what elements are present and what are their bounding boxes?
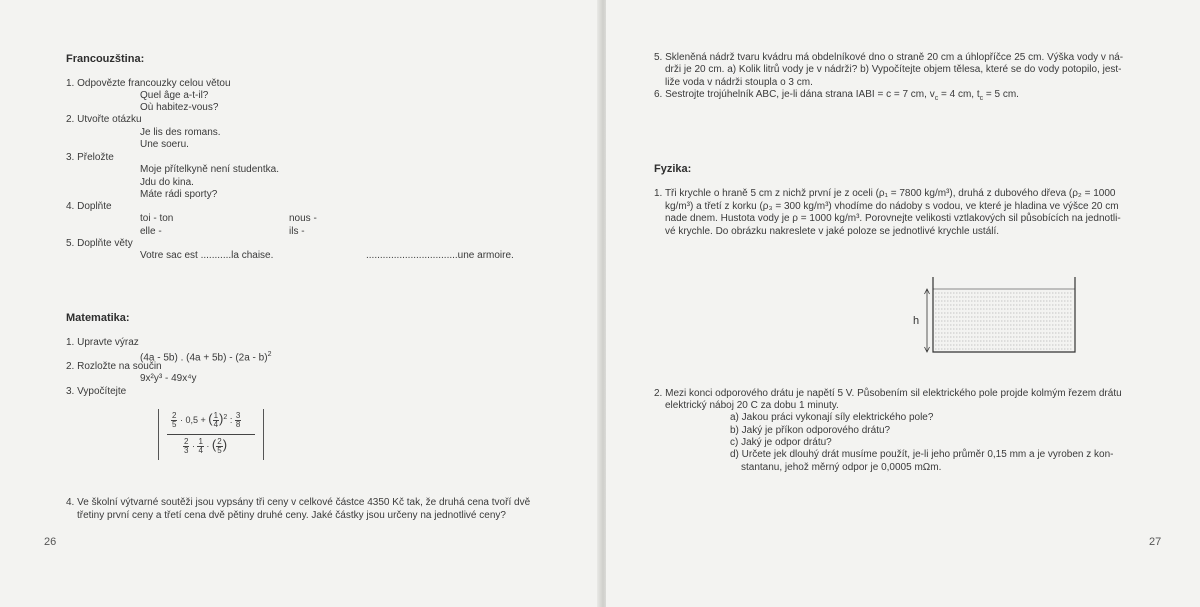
math-q4-line2: třetiny první ceny a třetí cena dvě pětiny druhé ceny. Jaké částky jsou určeny na jednotlivé ceny?	[77, 510, 506, 521]
french-q5-a: Votre sac est ...........la chaise.	[140, 250, 274, 261]
physics-q1-line3: nade dnem. Hustota vody je ρ = 1000 kg/m³. Porovnejte velikosti vztlakových sil působících na jednotli-	[665, 213, 1121, 224]
physics-q1-line2: kg/m³) a třetí z korku (ρ₃ = 300 kg/m³) vhodíme do nádoby s vodou, ve které je hladina ve výšce 20 cm	[665, 201, 1119, 212]
compound-denominator: $\frac{2}{3}$ · $\frac{1}{4}$ · ( $\frac{2}{5}$ )	[184, 437, 228, 456]
water-hatching	[935, 293, 1073, 349]
french-q4-c: nous -	[289, 213, 317, 224]
physics-q2-c: c) Jaký je odpor drátu?	[730, 437, 832, 448]
french-q2-b: Une soeru.	[140, 139, 189, 150]
physics-q2-d-line1: d) Určete jek dlouhý drát musíme použít, je-li jeho průměr 0,15 mm a je vyroben z kon-	[730, 449, 1114, 460]
math-q4-line1: 4. Ve školní výtvarné soutěži jsou vypsány tři ceny v celkové částce 4350 Kč tak, že druhá cena tvoří dvě	[66, 497, 531, 508]
compound-numerator: $\frac{2}{5}$ · 0,5 + ( $\frac{1}{4}$ )$^2$ : $\frac{3}{8}$	[172, 411, 241, 430]
french-q1: 1. Odpovězte francouzky celou větou	[66, 78, 231, 89]
math-q6: 6. Sestrojte trojúhelník ABC, je-li dána strana IABI = c = 7 cm, $v_c = 4$ cm, $t_c = 5$ cm.	[654, 89, 1019, 102]
french-q5-b: .................................une armoire.	[366, 250, 514, 261]
french-q4: 4. Doplňte	[66, 201, 112, 212]
page-number: 26	[44, 536, 57, 548]
math-q1-expression: (4a - 5b) . (4a + 5b) - (2a - b)$^2$	[140, 351, 272, 364]
french-q3-b: Jdu do kina.	[140, 177, 194, 188]
french-q3-a: Moje přítelkyně není studentka.	[140, 164, 279, 175]
french-q4-d: ils -	[289, 226, 305, 237]
french-q5: 5. Doplňte věty	[66, 238, 133, 249]
math-q2-expression: 9x²y³ - 49x⁴y	[140, 373, 197, 384]
page-number: 27	[1149, 536, 1162, 548]
physics-q2-line1: 2. Mezi konci odporového drátu je napětí 5 V. Působením sil elektrického pole projde kolmým řezem drátu	[654, 388, 1122, 399]
french-q1-a: Quel âge a-t-il?	[140, 90, 209, 101]
french-q3: 3. Přeložte	[66, 152, 114, 163]
physics-q2-b: b) Jaký je příkon odporového drátu?	[730, 425, 891, 436]
math-q2: 2. Rozložte na součin	[66, 361, 162, 372]
french-q1-b: Où habitez-vous?	[140, 102, 219, 113]
french-q3-c: Máte rádi sporty?	[140, 189, 218, 200]
physics-q2-a: a) Jakou práci vykonají síly elektrického pole?	[730, 412, 934, 423]
physics-q2-line2: elektrický náboj 20 C za dobu 1 minuty.	[665, 400, 839, 411]
french-heading: Francouzština:	[66, 53, 145, 65]
right-page	[606, 0, 1200, 607]
physics-q1-line1: 1. Tři krychle o hraně 5 cm z nichž první je z oceli (ρ₁ = 7800 kg/m³), druhá z dubového dřeva (ρ₂ = 1000	[654, 188, 1116, 199]
math-q5-line1: 5. Skleněná nádrž tvaru kvádru má obdelníkové dno o straně 20 cm a úhlopříčce 25 cm. Výška vody v ná-	[654, 52, 1124, 63]
math-q1: 1. Upravte výraz	[66, 337, 139, 348]
physics-q1-line4: vé krychle. Do obrázku nakreslete v jaké poloze se jednotlivé krychle ustálí.	[665, 226, 1000, 237]
french-q2: 2. Utvořte otázku	[66, 114, 142, 125]
math-q5-line3: liže voda v nádrži stoupla o 3 cm.	[665, 77, 813, 88]
physics-q2-d-line2: stantanu, jehož měrný odpor je 0,0005 mΩm.	[741, 462, 942, 473]
water-container-figure	[906, 272, 1084, 356]
math-heading: Matematika:	[66, 312, 130, 324]
height-label: h	[913, 315, 920, 327]
french-q4-b: elle -	[140, 226, 162, 237]
physics-heading: Fyzika:	[654, 163, 692, 175]
math-q3: 3. Vypočítejte	[66, 386, 127, 397]
french-q2-a: Je lis des romans.	[140, 127, 221, 138]
math-q5-line2: drži je 20 cm. a) Kolik litrů vody je v nádrži? b) Vypočítejte objem tělesa, které se do vody potopilo, jest-	[665, 64, 1122, 75]
compound-fraction-bar	[167, 434, 255, 435]
french-q4-a: toi - ton	[140, 213, 174, 224]
math-q3-compound-fraction	[158, 409, 264, 460]
